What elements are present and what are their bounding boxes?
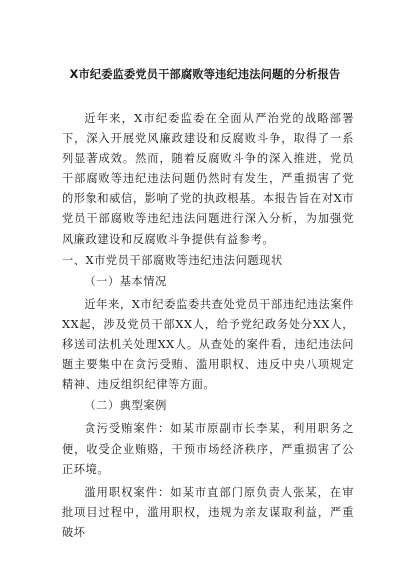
section-heading: 一、X市党员干部腐败等违纪违法问题现状: [62, 253, 283, 267]
document-body: [62, 109, 354, 543]
basic-situation-paragraph: 近年来，X市纪委监委共查处党员干部违纪违法案件XX起，涉及党员干部XX人，给予党纪政务处分XX人，移送司法机关处理XX人。从查处的案件看，违纪违法问题主要集中在贪污受贿、滥用职权、违反中央八项规定精神、违反组织纪律等方面。: [62, 297, 354, 392]
bribery-case-paragraph: 贪污受贿案件：如某市原副市长李某，利用职务之便，收受企业贿赂，干预市场经济秩序，严重损害了公正环境。: [62, 422, 354, 476]
abuse-of-power-case-paragraph: 滥用职权案件：如某市直部门原负责人张某，在审批项目过程中，滥用职权，违规为亲友谋取利益，严重破坏: [62, 485, 354, 539]
document-title: X市纪委监委党员干部腐败等违纪违法问题的分析报告: [69, 68, 341, 81]
intro-paragraph: 近年来，X市纪委监委在全面从严治党的战略部署下，深入开展党风廉政建设和反腐败斗争，取得了一系列显著成效。然而，随着反腐败斗争的深入推进，党员干部腐败等违纪违法问题仍然时有发生，严重损害了党的形象和威信，影响了党的执政根基。本报告旨在对X市党员干部腐败等违纪违法问题进行深入分析，为加强党风廉政建设和反腐败斗争提供有益参考。: [62, 112, 354, 246]
subsection-heading-cases: （二）典型案例: [84, 399, 167, 413]
subsection-heading-basic: （一）基本情况: [84, 274, 167, 288]
